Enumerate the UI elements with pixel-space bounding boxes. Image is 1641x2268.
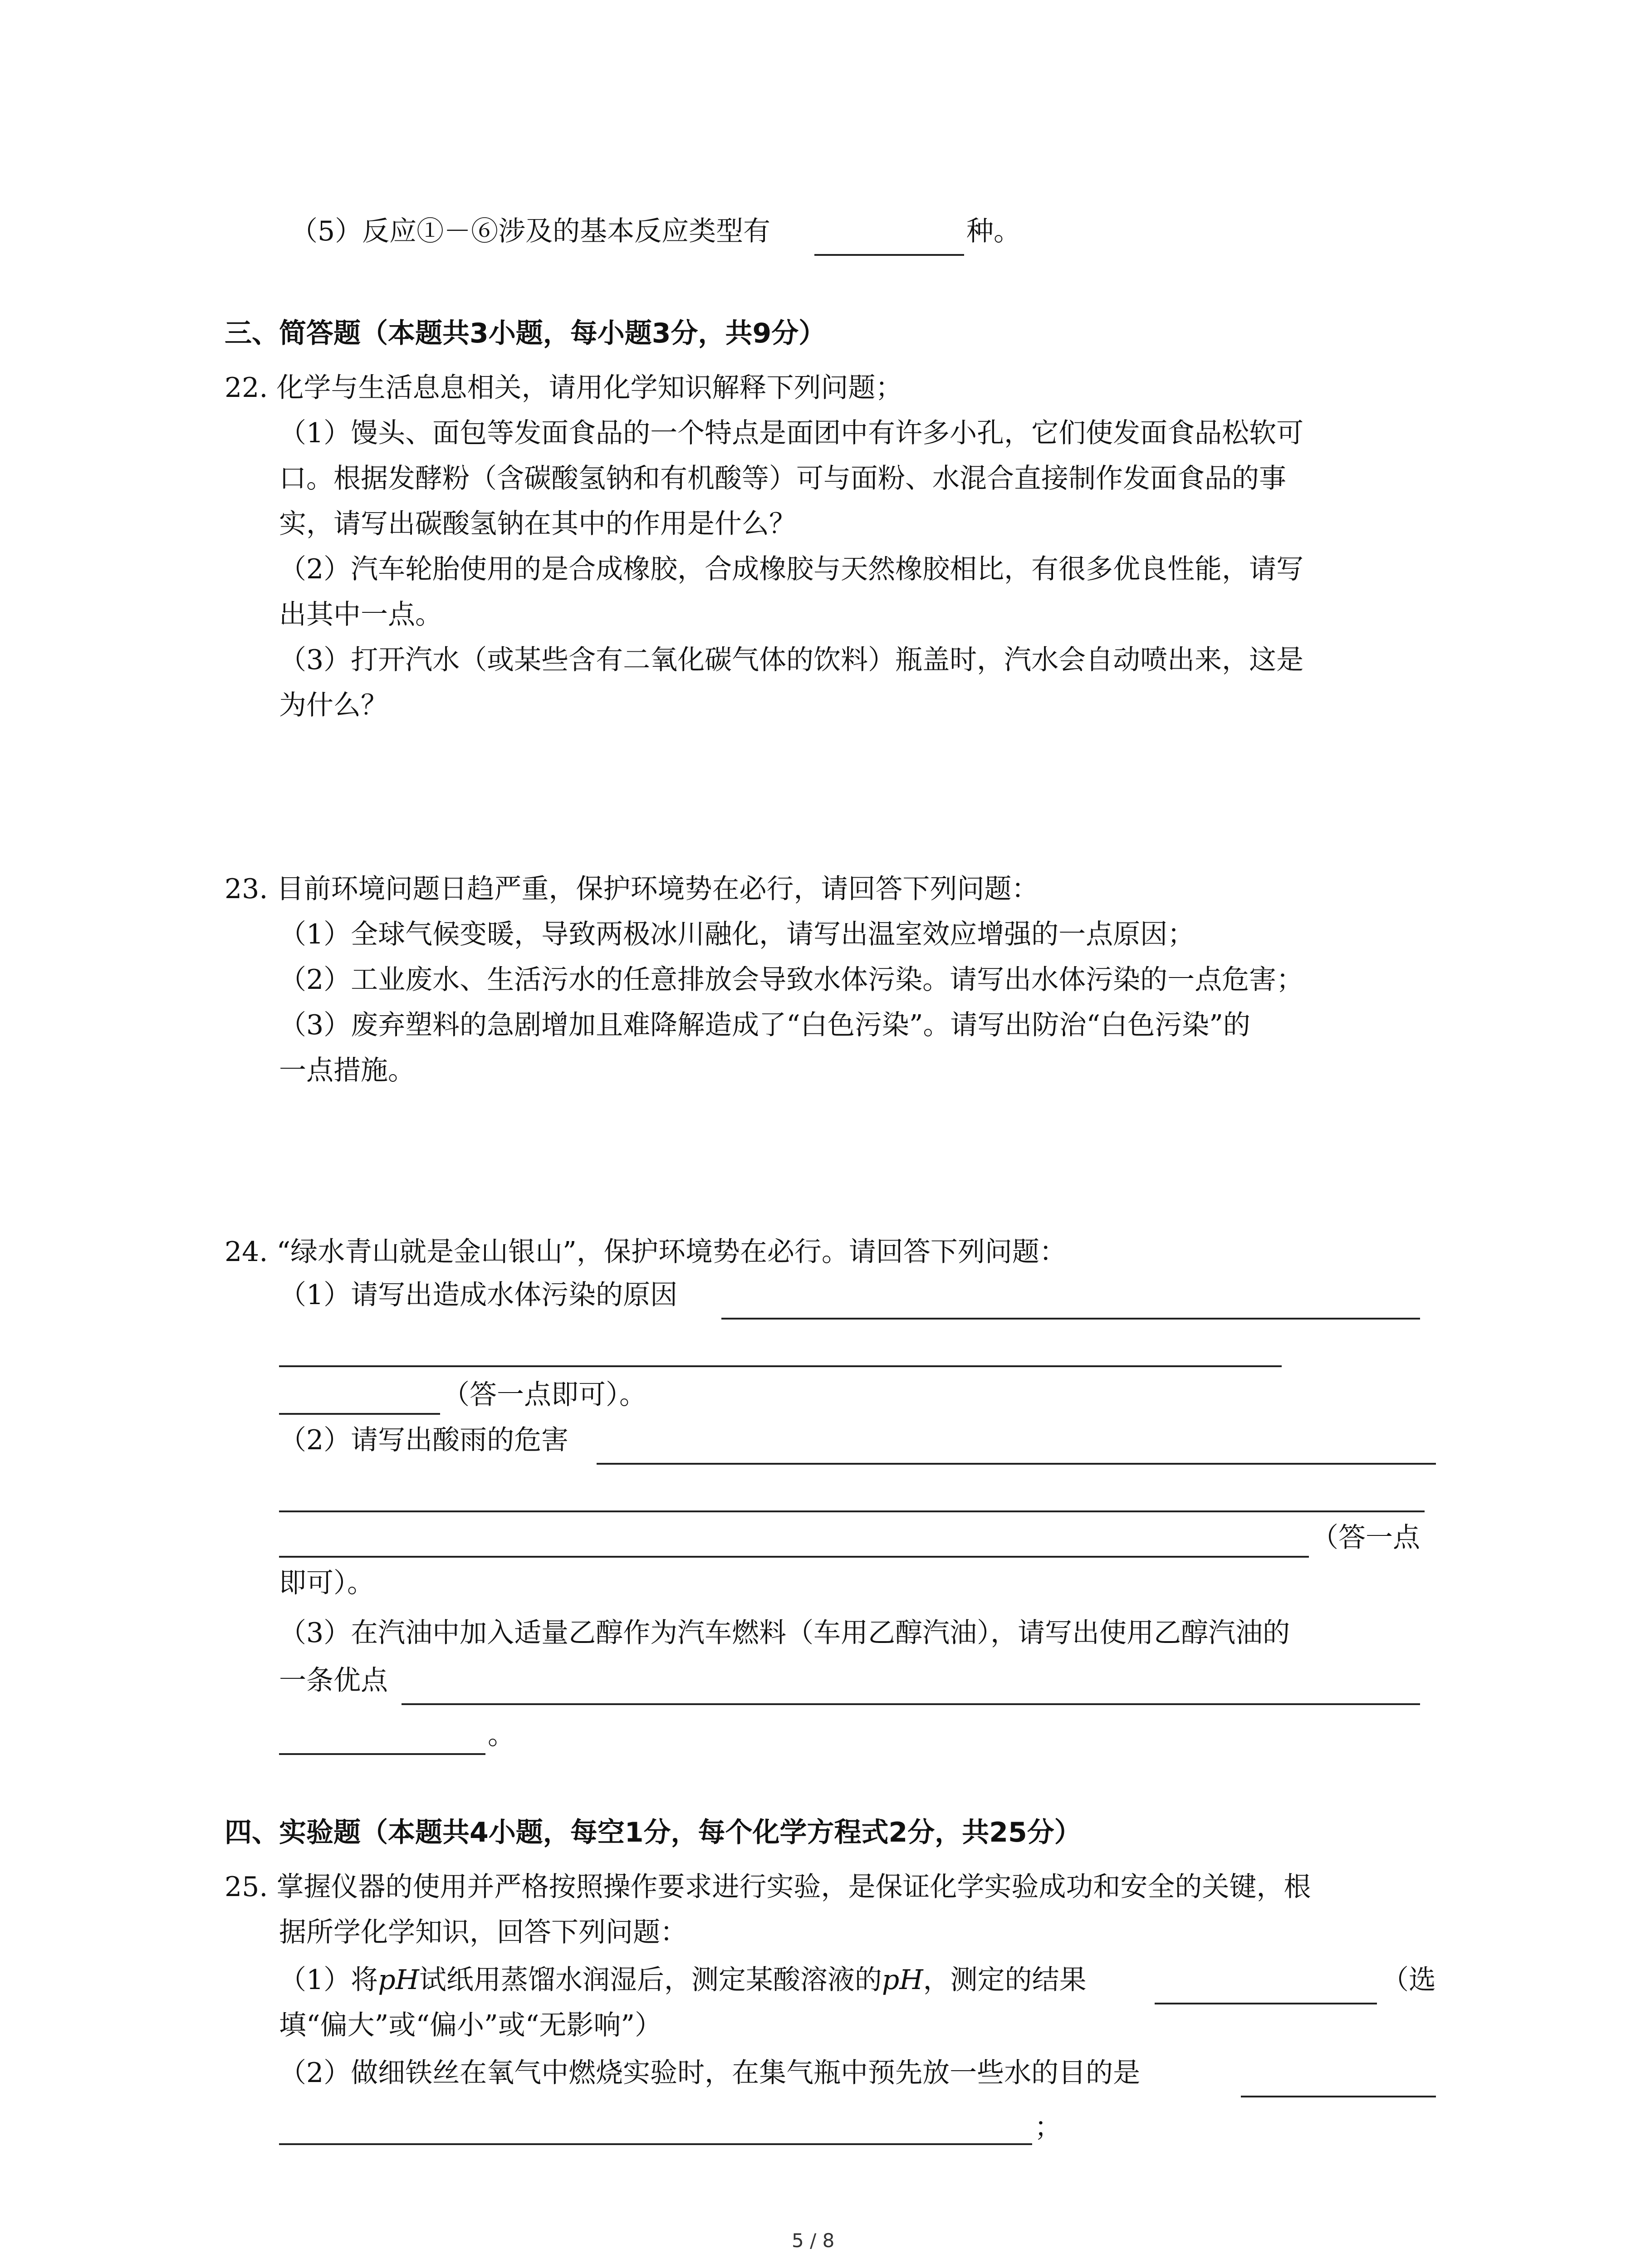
- page-number: 5 / 8: [792, 2229, 835, 2252]
- q25-part1-text: [279, 1962, 1087, 1998]
- q25-part1-line2: 填“偏大”或“偏小”或“无影响”）: [279, 2009, 662, 2041]
- section-3-title: 三、简答题（本题共3小题，每小题3分，共9分）: [225, 318, 826, 349]
- q24-part3-blank-1[interactable]: [402, 1703, 1420, 1705]
- q25-part2-blank-1[interactable]: [1241, 2096, 1436, 2097]
- q22-part2-line1: （2）汽车轮胎使用的是合成橡胶，合成橡胶与天然橡胶相比，有很多优良性能，请写: [279, 553, 1304, 585]
- q24-part1-blank-1[interactable]: [721, 1318, 1420, 1320]
- q24-part2-blank-3[interactable]: [279, 1556, 1309, 1558]
- q24-part1-blank-3[interactable]: [279, 1413, 440, 1415]
- q24-part1-text: （1）请写出造成水体污染的原因: [279, 1279, 678, 1311]
- q25-part2-end: ；: [1034, 2112, 1062, 2143]
- q24-stem: 24. “绿水青山就是金山银山”，保护环境势在必行。请回答下列问题：: [225, 1236, 1067, 1268]
- q21-part5-text: （5）反应①－⑥涉及的基本反应类型有: [290, 215, 771, 247]
- q21-part5-end: 种。: [966, 215, 1021, 247]
- q24-part1-end: （答一点即可）。: [442, 1379, 647, 1411]
- q24-part3-end: 。: [488, 1719, 515, 1751]
- q24-part3-line1: （3）在汽油中加入适量乙醇作为汽车燃料（车用乙醇汽油），请写出使用乙醇汽油的: [279, 1617, 1290, 1649]
- q25-ph-symbol-1: pH: [378, 1964, 419, 1996]
- q21-part5-blank[interactable]: [814, 254, 964, 256]
- q22-part3-line2: 为什么？: [279, 689, 388, 721]
- q22-part1-line3: 实，请写出碳酸氢钠在其中的作用是什么？: [279, 508, 796, 540]
- q24-part2-blank-1[interactable]: [597, 1463, 1436, 1465]
- q25-stem-line1: 25. 掌握仪器的使用并严格按照操作要求进行实验，是保证化学实验成功和安全的关键，根: [225, 1871, 1311, 1903]
- q24-part3-line2: 一条优点: [279, 1665, 388, 1696]
- q22-part1-line1: （1）馒头、面包等发面食品的一个特点是面团中有许多小孔，它们使发面食品松软可: [279, 417, 1304, 449]
- q25-part1-blank[interactable]: [1155, 2003, 1377, 2004]
- q22-part2-line2: 出其中一点。: [279, 599, 442, 631]
- q25-part1-option-open: （选: [1381, 1964, 1436, 1996]
- section-4-title: 四、实验题（本题共4小题，每空1分，每个化学方程式2分，共25分）: [225, 1817, 1082, 1848]
- q23-part2: （2）工业废水、生活污水的任意排放会导致水体污染。请写出水体污染的一点危害；: [279, 964, 1304, 996]
- q23-part3-line1: （3）废弃塑料的急剧增加且难降解造成了“白色污染”。请写出防治“白色污染”的: [279, 1009, 1250, 1041]
- q25-stem-line2: 据所学化学知识，回答下列问题：: [279, 1916, 687, 1948]
- q25-ph-symbol-2: pH: [882, 1964, 923, 1996]
- q23-part3-line2: 一点措施。: [279, 1055, 415, 1086]
- q25-part2-text: （2）做细铁丝在氧气中燃烧实验时，在集气瓶中预先放一些水的目的是: [279, 2057, 1141, 2089]
- q25-part2-blank-2[interactable]: [279, 2143, 1032, 2145]
- q25-part1-seg-c: ，测定的结果: [923, 1964, 1087, 1996]
- q24-part2-blank-2[interactable]: [279, 1510, 1425, 1512]
- q22-part1-line2: 口。根据发酵粉（含碳酸氢钠和有机酸等）可与面粉、水混合直接制作发面食品的事: [279, 463, 1286, 494]
- q25-part1-seg-b: 试纸用蒸馏水润湿后，测定某酸溶液的: [419, 1964, 882, 1996]
- q24-part2-text: （2）请写出酸雨的危害: [279, 1424, 569, 1456]
- q23-stem: 23. 目前环境问题日趋严重，保护环境势在必行，请回答下列问题：: [225, 873, 1039, 905]
- q24-part3-blank-2[interactable]: [279, 1753, 485, 1755]
- q22-stem: 22. 化学与生活息息相关，请用化学知识解释下列问题；: [225, 372, 903, 404]
- q24-part2-end-a: （答一点: [1311, 1522, 1420, 1554]
- q22-part3-line1: （3）打开汽水（或某些含有二氧化碳气体的饮料）瓶盖时，汽水会自动喷出来，这是: [279, 644, 1304, 676]
- q24-part1-blank-2[interactable]: [279, 1365, 1282, 1367]
- q25-part1-seg-a: （1）将: [279, 1964, 378, 1996]
- q23-part1: （1）全球气候变暖，导致两极冰川融化，请写出温室效应增强的一点原因；: [279, 919, 1195, 950]
- q24-part2-end-b: 即可）。: [279, 1567, 374, 1599]
